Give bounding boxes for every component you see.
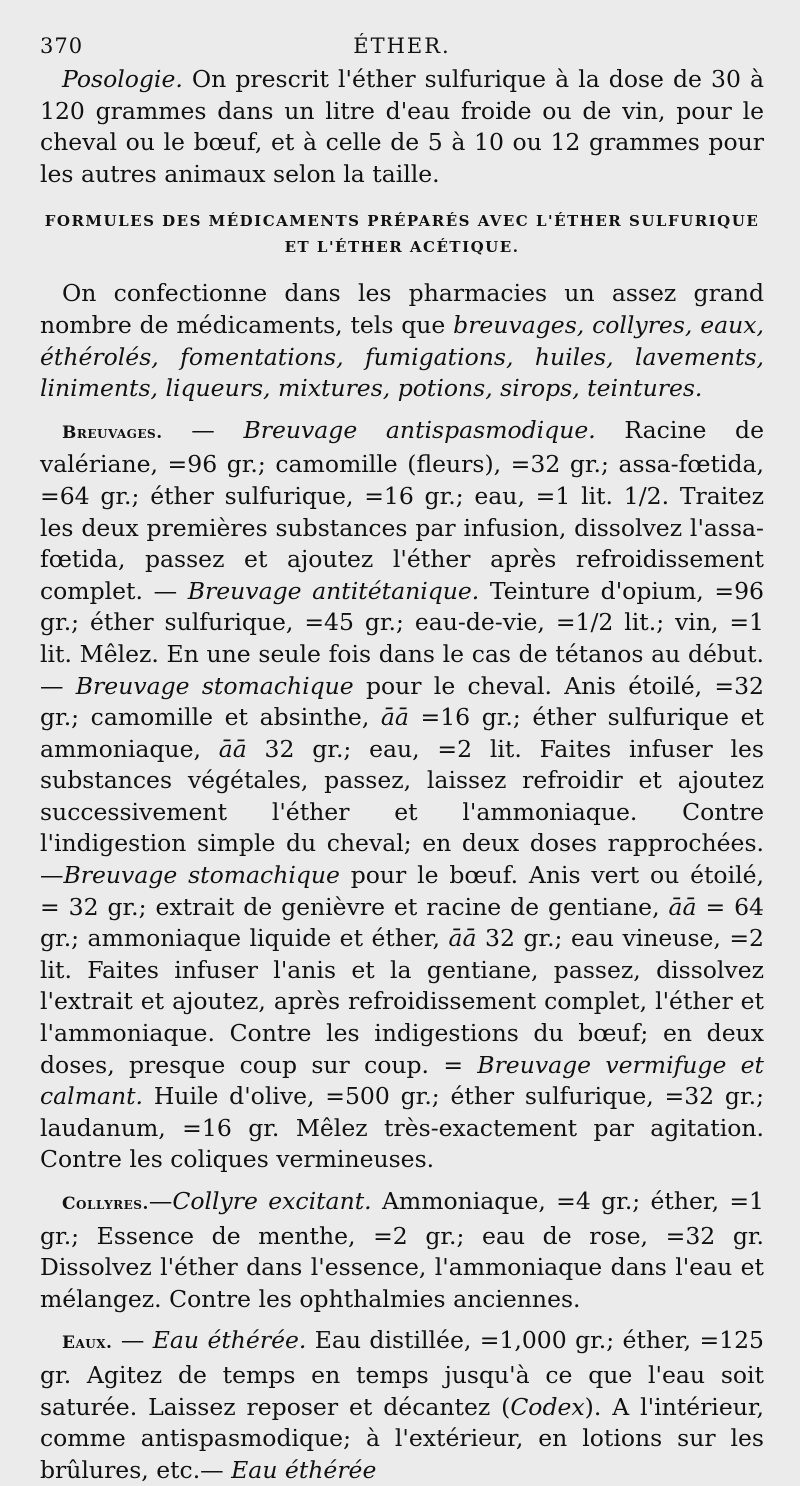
posologie-label: Posologie.	[62, 65, 183, 93]
breuvage-title-4: Breuvage stomachique	[63, 861, 340, 890]
collyre-text: Ammoniaque, =4 gr.; éther, =1 gr.; Essence de menthe, =2 gr.; eau de rose, =32 gr. Dissolvez l'éther dans l'essence, l'ammoniaque dans l'eau et mélangez. Contre les ophthalmies anciennes.	[40, 1187, 765, 1313]
posologie-text: On prescrit l'éther sulfurique à la dose de 30 à 120 grammes dans un litre d'eau froide ou de vin, pour le cheval ou le bœuf, et à celle de 5 à 10 ou 12 grammes pour les autres animaux selon la taille.	[40, 65, 764, 188]
breuvage-text-4a: pour le bœuf. Anis vert ou étoilé, = 32 gr.; extrait de genièvre et racine de gentiane,	[40, 861, 764, 921]
breuvage-title-3: Breuvage stomachique	[75, 671, 354, 700]
eau-title: Eau éthérée.	[152, 1326, 307, 1355]
collyres-dash: —	[148, 1187, 173, 1215]
breuvage-text-4b: = 64 gr.; ammoniaque liquide et éther,	[40, 892, 764, 953]
collyres-paragraph	[40, 1186, 764, 1315]
aa-mark-1: āā	[380, 703, 409, 732]
breuvage-text-3b: =16 gr.; éther sulfurique et ammoniaque,	[40, 703, 764, 763]
codex-ref: Codex	[510, 1392, 585, 1421]
eaux-dash: —	[112, 1326, 153, 1355]
posologie-paragraph	[40, 64, 764, 190]
eau-text-2: ). A l'intérieur, comme antispasmodique; à l'extérieur, en lotions sur les brûlures, etc.—	[40, 1392, 764, 1484]
collyre-title: Collyre excitant.	[172, 1187, 372, 1215]
breuvage-title-1: Breuvage antispasmodique.	[243, 415, 596, 444]
section-heading-line-2: ET L'ÉTHER ACÉTIQUE.	[284, 238, 520, 257]
intro-paragraph	[40, 278, 764, 404]
running-title: ÉTHER.	[353, 34, 451, 58]
breuvages-dash: —	[162, 415, 244, 444]
section-heading	[40, 208, 764, 260]
breuvage-text-1: Racine de valériane, =96 gr.; camomille (fleurs), =32 gr.; assa-fœtida, =64 gr.; éther sulfurique, =16 gr.; eau, =1 lit. 1/2. Traitez les deux premières substances par infusion, dissolvez l'assa-fœtida, passez et ajoutez l'éther après refroidissement complet. —	[40, 415, 764, 605]
breuvages-heading: Breuvages.	[62, 422, 163, 443]
breuvage-text-3a: pour le cheval. Anis étoilé, =32 gr.; camomille et absinthe,	[40, 671, 764, 732]
breuvage-title-5: Breuvage vermifuge et calmant.	[40, 1050, 764, 1111]
aa-mark-3: āā	[668, 892, 697, 921]
breuvage-title-2: Breuvage antitétanique.	[187, 576, 480, 605]
intro-text: On confectionne dans les pharmacies un assez grand nombre de médicaments, tels que	[40, 279, 764, 339]
eaux-heading: Eaux.	[62, 1333, 113, 1354]
breuvage-text-3c: 32 gr.; eau, =2 lit. Faites infuser les substances végétales, passez, laissez refroidir et ajoutez successivement l'éther et l'ammoniaque. Contre l'indigestion simple du cheval; en deux doses rapprochées. —	[40, 734, 764, 890]
collyres-heading: Collyres.	[62, 1194, 149, 1214]
page-number: 370	[40, 34, 84, 58]
breuvage-text-2: Teinture d'opium, =96 gr.; éther sulfurique, =45 gr.; eau-de-vie, =1/2 lit.; vin, =1 lit. Mêlez. En une seule fois dans le cas de tétanos au début.—	[40, 576, 764, 700]
breuvage-text-5: Huile d'olive, =500 gr.; éther sulfurique, =32 gr.; laudanum, =16 gr. Mêlez très-exactement par agitation. Contre les coliques vermineuses.	[40, 1082, 764, 1174]
breuvage-text-4c: 32 gr.; eau vineuse, =2 lit. Faites infuser l'anis et la gentiane, passez, dissolvez l'extrait et ajoutez, après refroidissement complet, l'éther et l'ammoniaque. Contre les indigestions du bœuf; en deux doses, presque coup sur coup. =	[40, 924, 765, 1079]
page-header	[40, 28, 764, 64]
breuvages-paragraph	[40, 415, 764, 1176]
eau-text: Eau distillée, =1,000 gr.; éther, =125 gr. Agitez de temps en temps jusqu'à ce que l'eau soit saturée. Laissez reposer et décantez (	[40, 1326, 764, 1421]
aa-mark-2: āā	[218, 734, 247, 763]
intro-items: breuvages, collyres, eaux, éthérolés, fomentations, fumigations, huiles, lavements, liniments, liqueurs, mixtures, potions, sirops, teintures.	[40, 310, 764, 403]
eaux-paragraph	[40, 1325, 764, 1486]
section-heading-line-1: FORMULES DES MÉDICAMENTS PRÉPARÉS AVEC L'ÉTHER SULFURIQUE	[44, 212, 760, 231]
eau-title-2: Eau éthérée	[231, 1455, 377, 1484]
aa-mark-4: āā	[448, 924, 477, 953]
